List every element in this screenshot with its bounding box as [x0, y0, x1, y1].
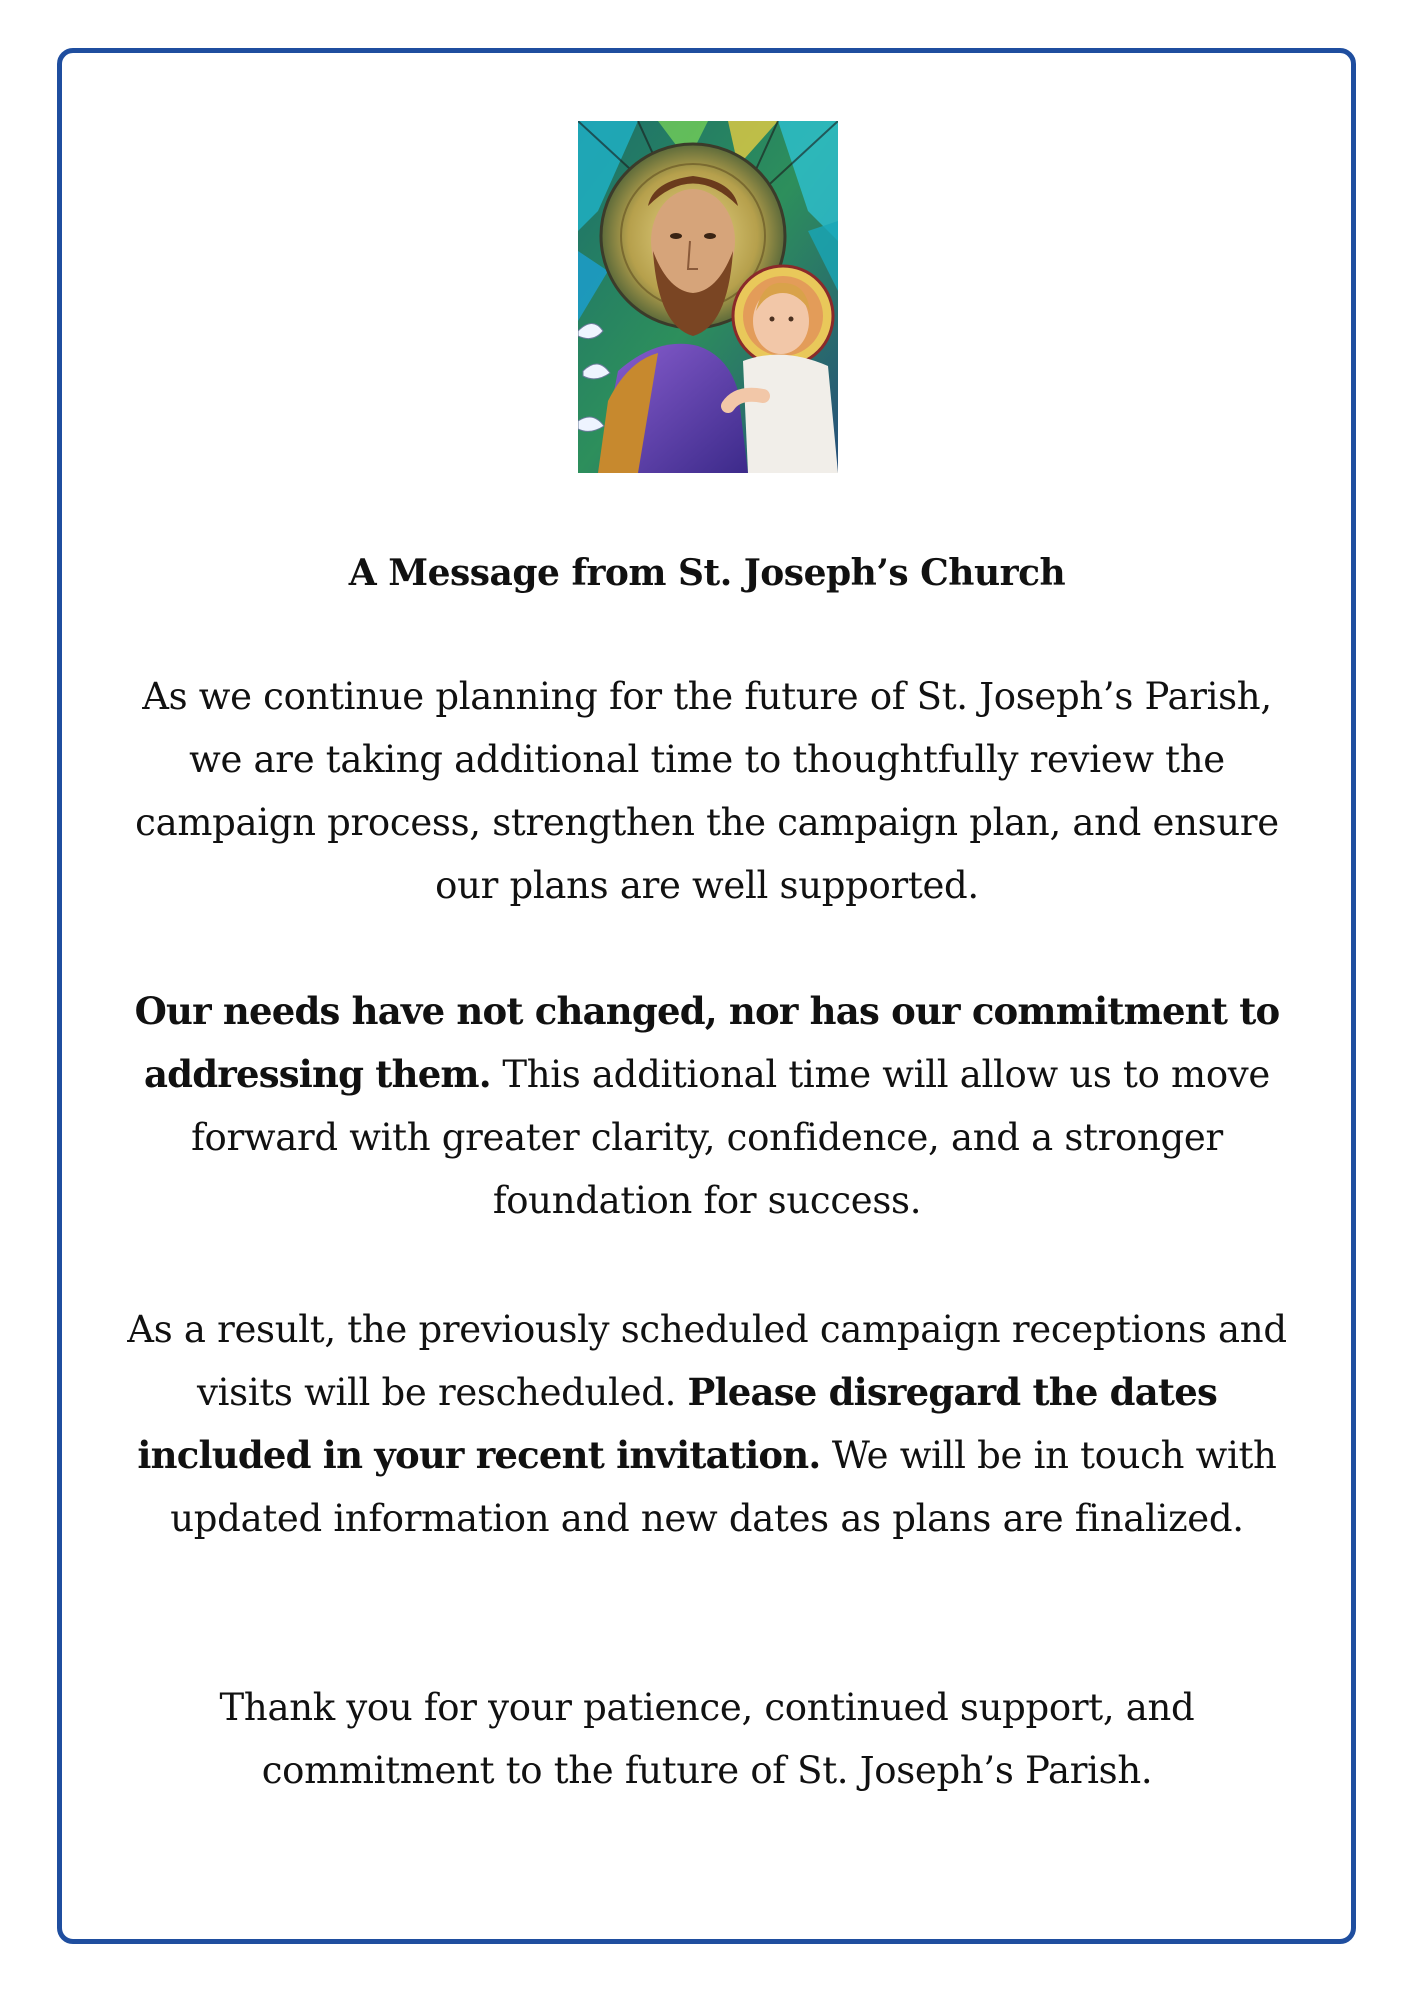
paragraph-commitment-text: This additional time will allow us to move forward with greater clarity, confidence, and a stronger foundation for success.	[191, 1053, 1271, 1222]
paragraph-thank-you	[120, 1676, 1294, 1802]
stained-glass-st-joseph-icon	[578, 121, 838, 473]
stained-glass-image	[578, 121, 838, 473]
paragraph-planning	[120, 665, 1294, 917]
paragraph-reschedule-text-after: We will be in touch with updated information and new dates as plans are finalized.	[170, 1434, 1277, 1540]
paragraph-commitment	[120, 980, 1294, 1232]
paragraph-commitment-bold: Our needs have not changed, nor has our commitment to addressing them.	[134, 989, 1280, 1096]
paragraph-thank-you-text: Thank you for your patience, continued support, and commitment to the future of St. Joseph’s Parish.	[219, 1686, 1195, 1792]
paragraph-reschedule-bold: Please disregard the dates included in your recent invitation.	[137, 1370, 1217, 1477]
page-title: A Message from St. Joseph’s Church	[348, 552, 1066, 594]
paragraph-planning-text: As we continue planning for the future of St. Joseph’s Parish, we are taking additional time to thoughtfully review the campaign process, strengthen the campaign plan, and ensure our plans are well supported.	[135, 675, 1279, 907]
paragraph-reschedule-text-before: As a result, the previously scheduled campaign receptions and visits will be rescheduled.	[127, 1308, 1287, 1414]
paragraph-reschedule	[120, 1298, 1294, 1550]
